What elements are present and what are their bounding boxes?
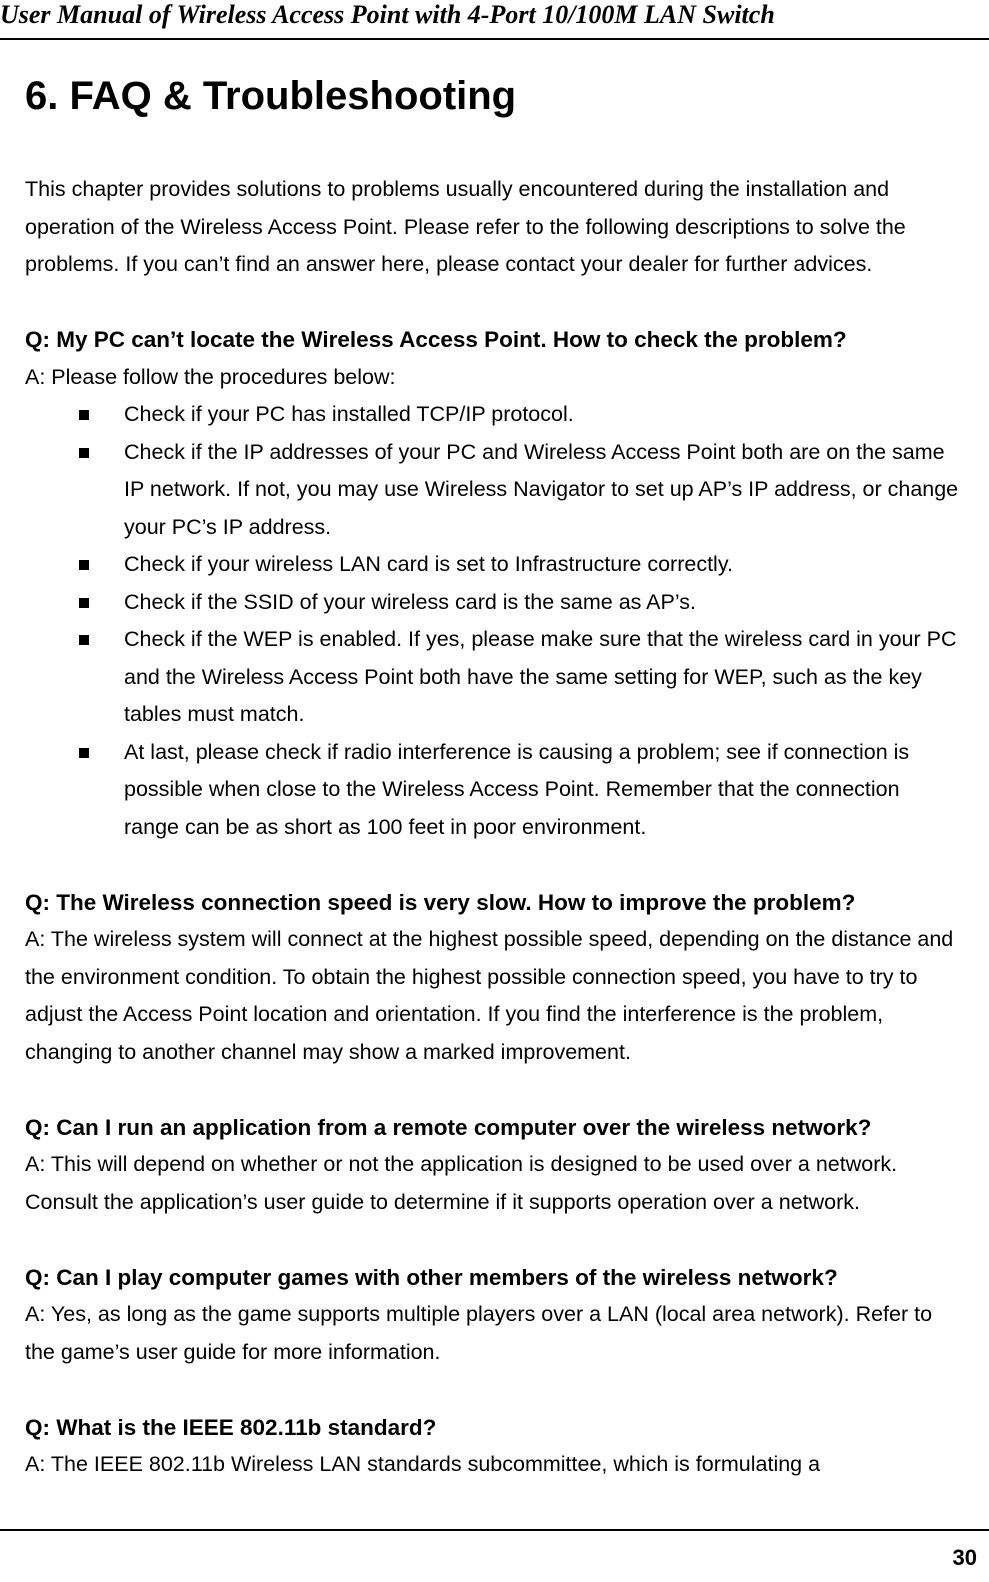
checklist [25, 396, 960, 846]
list-item-text: Check if your wireless LAN card is set to Infrastructure correctly. [124, 552, 733, 576]
faq-question: Q: What is the IEEE 802.11b standard? [25, 1414, 437, 1440]
faq-answer: A: The IEEE 802.11b Wireless LAN standards subcommittee, which is formulating a [25, 1452, 821, 1476]
square-bullet-icon [79, 410, 89, 420]
faq-question: Q: Can I play computer games with other members of the wireless network? [25, 1264, 838, 1290]
faq-item [25, 1409, 960, 1484]
faq-answer: A: Please follow the procedures below: [25, 364, 396, 389]
square-bullet-icon [79, 598, 89, 608]
faq-item [25, 1109, 960, 1222]
chapter-intro: This chapter provides solutions to problems usually encountered during the installation and operation of the Wireless Access Point. Please refer to the following descriptions to solve the problems. If you can’t find an answer here, please contact your dealer for further advices. [25, 177, 906, 276]
list-item-text: Check if the SSID of your wireless card is the same as AP’s. [124, 589, 696, 614]
square-bullet-icon [79, 560, 89, 570]
square-bullet-icon [79, 635, 89, 645]
square-bullet-icon [79, 748, 89, 758]
faq-question: Q: Can I run an application from a remote computer over the wireless network? [25, 1114, 872, 1140]
faq-item [25, 884, 960, 1072]
list-item-text: At last, please check if radio interference is causing a problem; see if connection is possible when close to the Wireless Access Point. Remember that the connection range can be as short as 100 feet in poor environment. [124, 739, 910, 839]
square-bullet-icon [79, 448, 89, 458]
faq-item [25, 1259, 960, 1372]
header-divider [0, 38, 989, 40]
faq-question: Q: My PC can’t locate the Wireless Access Point. How to check the problem? [25, 327, 847, 352]
faq-answer: A: Yes, as long as the game supports multiple players over a LAN (local area network). Refer to the game’s user guide for more information. [25, 1302, 933, 1364]
list-item [25, 434, 960, 547]
list-item [25, 584, 960, 622]
list-item [25, 396, 960, 434]
list-item [25, 621, 960, 734]
faq-answer: A: The wireless system will connect at the highest possible speed, depending on the distance and the environment condition. To obtain the highest possible connection speed, you have to try to adjust the Access Point location and orientation. If you find the interference is the problem, changing to another channel may show a marked improvement. [25, 927, 954, 1064]
footer-divider [0, 1529, 989, 1531]
faq-item [25, 321, 960, 846]
list-item-text: Check if the IP addresses of your PC and Wireless Access Point both are on the same IP network. If not, you may use Wireless Navigator to set up AP’s IP address, or change your PC’s IP address. [124, 439, 959, 539]
list-item [25, 546, 960, 584]
faq-answer: A: This will depend on whether or not the application is designed to be used over a network. Consult the application’s user guide to determine if it supports operation over a network. [25, 1152, 898, 1214]
faq-question: Q: The Wireless connection speed is very slow. How to improve the problem? [25, 889, 856, 915]
list-item [25, 734, 960, 847]
chapter-title: 6. FAQ & Troubleshooting [25, 74, 517, 118]
page-content [25, 171, 960, 1484]
list-item-text: Check if the WEP is enabled. If yes, please make sure that the wireless card in your PC and the Wireless Access Point both have the same setting for WEP, such as the key tables must match. [124, 627, 957, 726]
document-header-title: User Manual of Wireless Access Point with 4-Port 10/100M LAN Switch [0, 0, 775, 29]
page-number: 30 [952, 1545, 977, 1570]
list-item-text: Check if your PC has installed TCP/IP protocol. [124, 402, 574, 426]
